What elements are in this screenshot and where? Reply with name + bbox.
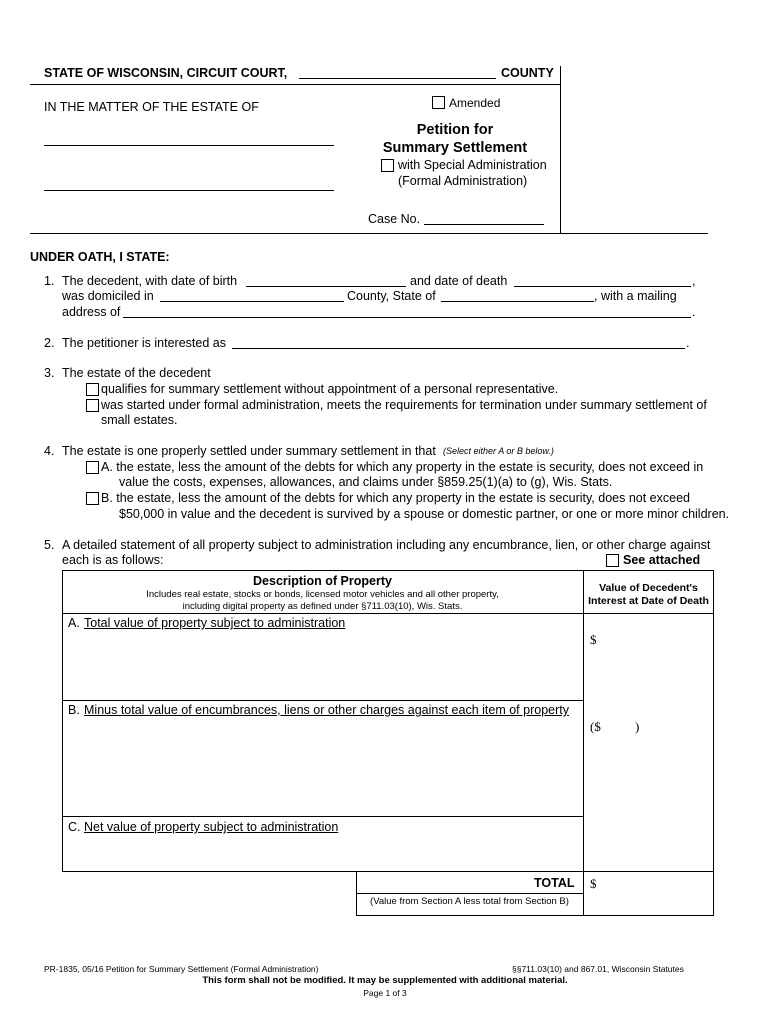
item4-optionA-line2: value the costs, expenses, allowances, and claims under §859.25(1)(a) to (g), Wis. Stats. [119, 475, 613, 489]
row-b-prefix: B. [68, 703, 80, 717]
header-rule [30, 84, 560, 85]
item1-dob-label: The decedent, with date of birth [62, 274, 238, 288]
see-attached-label: See attached [623, 553, 701, 567]
row-b-label: Minus total value of encumbrances, liens or other charges against each item of property [84, 703, 569, 717]
item5-num: 5. [44, 538, 55, 552]
form-title-line1: Petition for [416, 122, 494, 138]
case-no-field[interactable] [424, 224, 544, 225]
item4-optionB-line2: $50,000 in value and the decedent is survived by a spouse or domestic partner, or one or more minor children. [119, 507, 730, 521]
county-name-field[interactable] [299, 78, 496, 79]
row-c-prefix: C. [68, 820, 81, 834]
desc-header: Description of Property [253, 574, 392, 588]
amended-checkbox[interactable] [432, 96, 445, 109]
item4-optionA-checkbox[interactable] [86, 461, 99, 474]
item3-option2-text-line2: small estates. [101, 413, 178, 427]
row-b-rule [62, 816, 583, 817]
special-admin-label: with Special Administration [398, 158, 547, 172]
total-note: (Value from Section A less total from Section B) [370, 896, 569, 907]
item2-num: 2. [44, 336, 55, 350]
item3-option1-checkbox[interactable] [86, 383, 99, 396]
row-a-prefix: A. [68, 616, 80, 630]
footer-statutes: §§711.03(10) and 867.01, Wisconsin Statutes [512, 964, 684, 974]
county-label: COUNTY [501, 66, 554, 80]
header-bottom-rule [30, 233, 708, 234]
item5-line1: A detailed statement of all property subject to administration including any encumbrance, lien, or other charge against [62, 538, 711, 552]
item4-select-note: (Select either A or B below.) [443, 446, 554, 456]
dob-field[interactable] [246, 286, 406, 287]
value-header-2: Interest at Date of Death [588, 595, 709, 607]
value-header-1: Value of Decedent's [599, 582, 698, 594]
item3-option2-text-line1: was started under formal administration, meets the requirements for termination under summary settlement of [101, 398, 707, 412]
item1-comma: , [692, 274, 696, 288]
mailing-address-field[interactable] [123, 317, 691, 318]
item3-label: The estate of the decedent [62, 366, 211, 380]
row-a-rule [62, 700, 583, 701]
item2-period: . [686, 336, 690, 350]
item1-num: 1. [44, 274, 55, 288]
row-a-label: Total value of property subject to administration [84, 616, 346, 630]
form-title-line2: Summary Settlement [382, 140, 528, 156]
item5-line2: each is as follows: [62, 553, 164, 567]
domicile-state-field[interactable] [441, 301, 594, 302]
amended-label: Amended [449, 96, 501, 110]
header-divider [560, 66, 561, 234]
desc-subheader-1: Includes real estate, stocks or bonds, licensed motor vehicles and all other property, [146, 589, 499, 600]
formal-admin-label: (Formal Administration) [398, 174, 528, 188]
item1-mailing-label: , with a mailing [594, 289, 677, 303]
table-column-divider [583, 570, 584, 916]
row-a-value[interactable]: $ [590, 632, 597, 647]
item4-optionB-line1: B. the estate, less the amount of the debts for which any property in the estate is security, does not exceed [101, 491, 690, 505]
row-b-value-close: ) [635, 719, 640, 734]
item2-label: The petitioner is interested as [62, 336, 226, 350]
desc-subheader-2: including digital property as defined under §711.03(10), Wis. Stats. [182, 601, 463, 612]
item3-num: 3. [44, 366, 55, 380]
oath-heading: UNDER OATH, I STATE: [30, 250, 170, 264]
item4-optionA-line1: A. the estate, less the amount of the debts for which any property in the estate is security, does not exceed in [101, 460, 704, 474]
decedent-name-field-1[interactable] [44, 145, 334, 146]
item1-county-state-label: County, State of [347, 289, 436, 303]
item4-num: 4. [44, 444, 55, 458]
total-value[interactable]: $ [590, 876, 597, 891]
decedent-name-field-2[interactable] [44, 190, 334, 191]
item1-address-label: address of [62, 305, 121, 319]
special-admin-checkbox[interactable] [381, 159, 394, 172]
row-b-value-open[interactable]: ($ [590, 719, 601, 734]
dod-field[interactable] [514, 286, 691, 287]
case-no-label: Case No. [368, 212, 421, 226]
matter-label: IN THE MATTER OF THE ESTATE OF [44, 100, 259, 114]
see-attached-checkbox[interactable] [606, 554, 619, 567]
item4-optionB-checkbox[interactable] [86, 492, 99, 505]
interest-field[interactable] [232, 348, 685, 349]
row-c-label: Net value of property subject to administration [84, 820, 339, 834]
item1-period: . [692, 305, 696, 319]
footer-notice: This form shall not be modified. It may be supplemented with additional material. [202, 975, 568, 986]
item3-option2-checkbox[interactable] [86, 399, 99, 412]
domicile-county-field[interactable] [160, 301, 344, 302]
total-label: TOTAL [534, 876, 575, 890]
item1-dod-label: and date of death [410, 274, 508, 288]
footer-form-id: PR-1835, 05/16 Petition for Summary Settlement (Formal Administration) [44, 964, 319, 974]
item4-label: The estate is one properly settled under summary settlement in that [62, 444, 436, 458]
total-rule [356, 893, 583, 894]
table-header-rule [62, 613, 714, 614]
court-prefix: STATE OF WISCONSIN, CIRCUIT COURT, [44, 66, 288, 80]
item1-domiciled-label: was domiciled in [62, 289, 154, 303]
footer-page: Page 1 of 3 [363, 988, 407, 998]
item3-option1-text: qualifies for summary settlement without appointment of a personal representative. [101, 382, 559, 396]
